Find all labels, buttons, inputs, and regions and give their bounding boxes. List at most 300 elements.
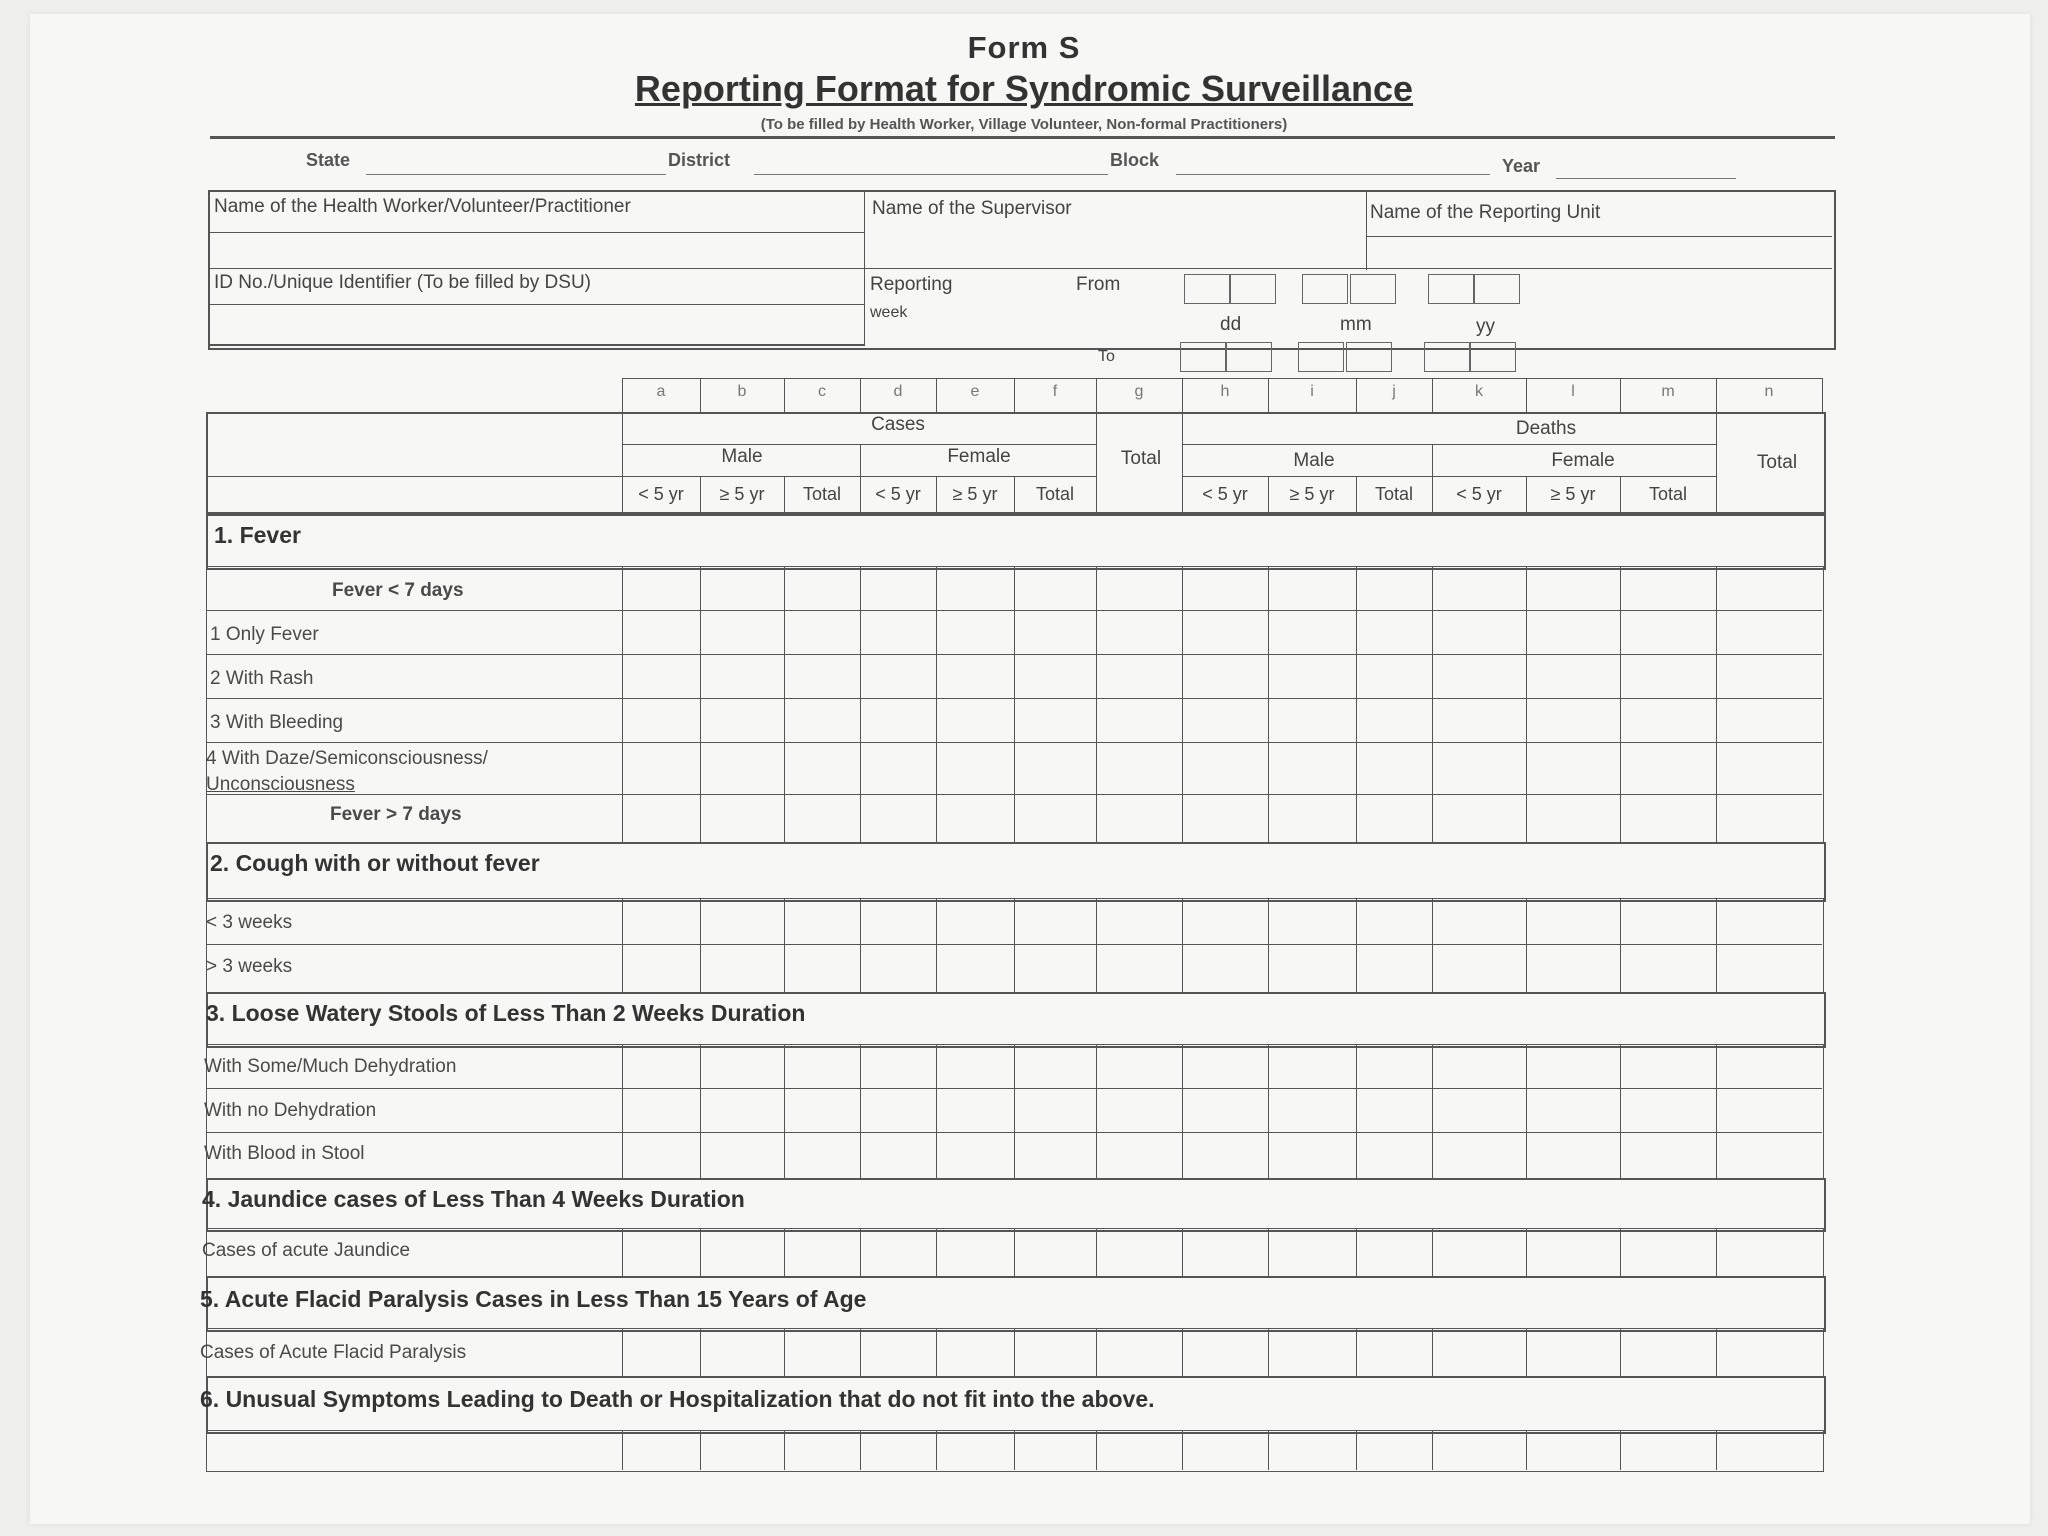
- entry-cell[interactable]: [1015, 655, 1095, 697]
- entry-cell[interactable]: [1269, 1229, 1355, 1275]
- entry-cell[interactable]: [701, 1045, 783, 1087]
- entry-cell[interactable]: [1015, 1229, 1095, 1275]
- entry-cell[interactable]: [785, 1089, 859, 1131]
- entry-cell[interactable]: [785, 1229, 859, 1275]
- reporting-label: Reporting: [870, 274, 953, 295]
- entry-cell[interactable]: [623, 899, 699, 943]
- entry-cell[interactable]: [1527, 1089, 1619, 1131]
- date-to-box[interactable]: [1226, 342, 1272, 372]
- section-jaundice: 4. Jaundice cases of Less Than 4 Weeks Duration: [202, 1186, 745, 1212]
- date-from-box[interactable]: [1350, 274, 1396, 304]
- entry-cell[interactable]: [1433, 1431, 1525, 1469]
- column-subheader: ≥ 5 yr: [952, 484, 998, 504]
- to-label: To: [1098, 348, 1115, 365]
- row-with-bleeding: 3 With Bleeding: [210, 712, 344, 733]
- row-acute-jaundice: Cases of acute Jaundice: [202, 1240, 411, 1261]
- entry-cell[interactable]: [1269, 1329, 1355, 1375]
- column-letter: f: [1052, 383, 1058, 400]
- date-from-box[interactable]: [1302, 274, 1348, 304]
- entry-cell[interactable]: [1621, 795, 1715, 841]
- entry-cell[interactable]: [1097, 1329, 1181, 1375]
- column-letter: k: [1475, 383, 1483, 400]
- entry-cell[interactable]: [623, 1045, 699, 1087]
- entry-cell[interactable]: [1717, 1045, 1821, 1087]
- entry-cell[interactable]: [1015, 1089, 1095, 1131]
- row-with-rash: 2 With Rash: [210, 668, 314, 689]
- entry-cell[interactable]: [1183, 567, 1267, 609]
- section-cough: 2. Cough with or without fever: [210, 850, 540, 876]
- entry-cell[interactable]: [861, 945, 935, 991]
- entry-cell[interactable]: [1357, 1045, 1431, 1087]
- row-cough-lt3: < 3 weeks: [206, 912, 293, 933]
- entry-cell[interactable]: [701, 945, 783, 991]
- column-subheader: ≥ 5 yr: [1550, 484, 1596, 504]
- from-label: From: [1076, 274, 1121, 295]
- entry-cell[interactable]: [1527, 795, 1619, 841]
- entry-cell[interactable]: [1527, 1431, 1619, 1469]
- deaths-header: Deaths: [1515, 418, 1577, 439]
- entry-cell[interactable]: [1015, 795, 1095, 841]
- row-with-daze-2: Unconsciousness: [206, 774, 355, 795]
- entry-cell[interactable]: [1097, 1089, 1181, 1131]
- entry-cell[interactable]: [1097, 945, 1181, 991]
- column-letter: d: [893, 383, 903, 400]
- entry-cell[interactable]: [861, 1045, 935, 1087]
- entry-cell[interactable]: [623, 1133, 699, 1177]
- entry-cell[interactable]: [785, 611, 859, 653]
- date-to-box[interactable]: [1346, 342, 1392, 372]
- entry-cell[interactable]: [1183, 899, 1267, 943]
- entry-cell[interactable]: [1357, 567, 1431, 609]
- entry-cell[interactable]: [1015, 1133, 1095, 1177]
- entry-cell[interactable]: [701, 1229, 783, 1275]
- entry-cell[interactable]: [937, 1089, 1013, 1131]
- entry-cell[interactable]: [1015, 1431, 1095, 1469]
- column-letter: h: [1220, 383, 1230, 400]
- entry-cell[interactable]: [861, 1431, 935, 1469]
- reporting-unit-label: Name of the Reporting Unit: [1370, 202, 1601, 223]
- entry-cell[interactable]: [1433, 1089, 1525, 1131]
- entry-cell[interactable]: [1357, 1229, 1431, 1275]
- entry-cell[interactable]: [1269, 1133, 1355, 1177]
- entry-cell[interactable]: [1183, 1133, 1267, 1177]
- entry-cell[interactable]: [701, 899, 783, 943]
- entry-cell[interactable]: [1621, 945, 1715, 991]
- entry-cell[interactable]: [1183, 699, 1267, 741]
- entry-cell[interactable]: [1269, 945, 1355, 991]
- entry-cell[interactable]: [1433, 611, 1525, 653]
- entry-cell[interactable]: [1717, 945, 1821, 991]
- entry-cell[interactable]: [1621, 1431, 1715, 1469]
- entry-cell[interactable]: [785, 1133, 859, 1177]
- entry-cell[interactable]: [1527, 611, 1619, 653]
- entry-cell[interactable]: [1717, 611, 1821, 653]
- entry-cell[interactable]: [1717, 1229, 1821, 1275]
- entry-cell[interactable]: [623, 795, 699, 841]
- entry-cell[interactable]: [861, 1089, 935, 1131]
- date-from-box[interactable]: [1184, 274, 1230, 304]
- entry-cell[interactable]: [1183, 795, 1267, 841]
- entry-cell[interactable]: [937, 1045, 1013, 1087]
- date-from-box[interactable]: [1428, 274, 1474, 304]
- entry-cell[interactable]: [1097, 567, 1181, 609]
- entry-cell[interactable]: [1357, 699, 1431, 741]
- entry-cell[interactable]: [1015, 1329, 1095, 1375]
- column-letter: a: [656, 383, 666, 400]
- date-from-box[interactable]: [1230, 274, 1276, 304]
- entry-cell[interactable]: [1097, 899, 1181, 943]
- entry-cell[interactable]: [1097, 1045, 1181, 1087]
- deaths-total-header: Total: [1756, 452, 1798, 473]
- entry-cell[interactable]: [1269, 1045, 1355, 1087]
- entry-cell[interactable]: [861, 655, 935, 697]
- entry-cell[interactable]: [1015, 743, 1095, 793]
- info-line-2: [1366, 236, 1832, 237]
- entry-cell[interactable]: [1183, 1045, 1267, 1087]
- section-row: [206, 512, 1826, 570]
- entry-cell[interactable]: [623, 743, 699, 793]
- entry-cell[interactable]: [1527, 1045, 1619, 1087]
- cases-total-header: Total: [1120, 448, 1162, 469]
- entry-cell[interactable]: [1433, 743, 1525, 793]
- entry-cell[interactable]: [937, 1329, 1013, 1375]
- entry-cell[interactable]: [937, 655, 1013, 697]
- entry-cell[interactable]: [1097, 743, 1181, 793]
- entry-cell[interactable]: [1015, 899, 1095, 943]
- entry-cell[interactable]: [1269, 1089, 1355, 1131]
- grid-line: [1182, 476, 1716, 477]
- column-letter: j: [1392, 383, 1396, 400]
- entry-cell[interactable]: [1357, 945, 1431, 991]
- entry-cell[interactable]: [623, 611, 699, 653]
- entry-cell[interactable]: [701, 611, 783, 653]
- state-field[interactable]: [366, 174, 666, 175]
- entry-cell[interactable]: [1717, 795, 1821, 841]
- entry-cell[interactable]: [861, 699, 935, 741]
- grid-line: [622, 444, 1096, 445]
- date-to-box[interactable]: [1424, 342, 1470, 372]
- entry-cell[interactable]: [1357, 655, 1431, 697]
- column-subheader: Total: [1035, 484, 1075, 504]
- entry-cell[interactable]: [1527, 1329, 1619, 1375]
- entry-cell[interactable]: [1433, 567, 1525, 609]
- entry-cell[interactable]: [1183, 1089, 1267, 1131]
- entry-cell[interactable]: [785, 1431, 859, 1469]
- entry-cell[interactable]: [1357, 1133, 1431, 1177]
- entry-cell[interactable]: [785, 567, 859, 609]
- entry-cell[interactable]: [1527, 1229, 1619, 1275]
- entry-cell[interactable]: [1717, 1133, 1821, 1177]
- entry-cell[interactable]: [1621, 699, 1715, 741]
- entry-cell[interactable]: [1433, 945, 1525, 991]
- entry-cell[interactable]: [1183, 1329, 1267, 1375]
- column-letter: g: [1134, 383, 1144, 400]
- entry-cell[interactable]: [1433, 899, 1525, 943]
- entry-cell[interactable]: [1717, 1329, 1821, 1375]
- info-line-4: [208, 304, 864, 305]
- form-note: (To be filled by Health Worker, Village Volunteer, Non-formal Practitioners): [760, 116, 1288, 133]
- entry-cell[interactable]: [937, 1229, 1013, 1275]
- column-subheader: < 5 yr: [875, 484, 921, 504]
- entry-cell[interactable]: [1621, 655, 1715, 697]
- entry-cell[interactable]: [1527, 743, 1619, 793]
- entry-cell[interactable]: [1183, 1229, 1267, 1275]
- entry-cell[interactable]: [785, 699, 859, 741]
- entry-cell[interactable]: [937, 945, 1013, 991]
- entry-cell[interactable]: [1527, 1133, 1619, 1177]
- entry-cell[interactable]: [1717, 743, 1821, 793]
- entry-cell[interactable]: [701, 1089, 783, 1131]
- grid-line: [1822, 378, 1823, 412]
- entry-cell[interactable]: [701, 655, 783, 697]
- date-from-box[interactable]: [1474, 274, 1520, 304]
- entry-cell[interactable]: [1097, 1133, 1181, 1177]
- entry-cell[interactable]: [701, 567, 783, 609]
- entry-cell[interactable]: [1621, 743, 1715, 793]
- column-subheader: < 5 yr: [1456, 484, 1502, 504]
- row-afp-cases: Cases of Acute Flacid Paralysis: [200, 1342, 467, 1363]
- dd-label: dd: [1220, 314, 1242, 335]
- row-dehydration: With Some/Much Dehydration: [204, 1056, 457, 1077]
- entry-cell[interactable]: [1269, 699, 1355, 741]
- info-line-5: [208, 344, 864, 346]
- date-to-box[interactable]: [1180, 342, 1226, 372]
- entry-cell[interactable]: [937, 699, 1013, 741]
- entry-cell[interactable]: [1621, 1329, 1715, 1375]
- year-field[interactable]: [1556, 178, 1736, 179]
- entry-cell[interactable]: [1097, 795, 1181, 841]
- entry-cell[interactable]: [1621, 1045, 1715, 1087]
- entry-cell[interactable]: [861, 1133, 935, 1177]
- entry-cell[interactable]: [937, 611, 1013, 653]
- entry-cell[interactable]: [1015, 945, 1095, 991]
- info-line-3: [208, 268, 1832, 269]
- entry-cell[interactable]: [1433, 655, 1525, 697]
- entry-cell[interactable]: [937, 795, 1013, 841]
- entry-cell[interactable]: [1527, 567, 1619, 609]
- id-label: ID No./Unique Identifier (To be filled by DSU): [214, 272, 591, 293]
- entry-cell[interactable]: [1015, 699, 1095, 741]
- entry-cell[interactable]: [1527, 945, 1619, 991]
- cases-female-header: Female: [947, 446, 1011, 467]
- row-only-fever: 1 Only Fever: [210, 624, 319, 645]
- entry-cell[interactable]: [1015, 611, 1095, 653]
- grid-line: [206, 476, 1096, 477]
- entry-cell[interactable]: [623, 1089, 699, 1131]
- entry-cell[interactable]: [937, 1133, 1013, 1177]
- year-label: Year: [1502, 156, 1541, 176]
- column-letter: i: [1310, 383, 1314, 400]
- entry-cell[interactable]: [861, 1329, 935, 1375]
- entry-cell[interactable]: [1015, 1045, 1095, 1087]
- entry-cell[interactable]: [1183, 743, 1267, 793]
- entry-cell[interactable]: [701, 743, 783, 793]
- state-label: State: [306, 150, 351, 170]
- entry-cell[interactable]: [937, 743, 1013, 793]
- column-letter: e: [970, 383, 980, 400]
- entry-cell[interactable]: [937, 1431, 1013, 1469]
- entry-cell[interactable]: [1097, 655, 1181, 697]
- entry-cell[interactable]: [1527, 899, 1619, 943]
- grid-line: [622, 378, 1822, 379]
- entry-cell[interactable]: [1621, 611, 1715, 653]
- entry-cell[interactable]: [785, 1329, 859, 1375]
- column-letter: n: [1764, 383, 1774, 400]
- row-fever-gt7: Fever > 7 days: [330, 804, 462, 825]
- entry-cell[interactable]: [1269, 611, 1355, 653]
- entry-cell[interactable]: [1269, 1431, 1355, 1469]
- row-cough-gt3: > 3 weeks: [206, 956, 293, 977]
- entry-cell[interactable]: [1621, 1133, 1715, 1177]
- entry-cell[interactable]: [1097, 611, 1181, 653]
- entry-cell[interactable]: [1269, 795, 1355, 841]
- entry-cell[interactable]: [1269, 655, 1355, 697]
- entry-cell[interactable]: [1433, 795, 1525, 841]
- entry-cell[interactable]: [1269, 567, 1355, 609]
- entry-cell[interactable]: [1097, 1431, 1181, 1469]
- entry-cell[interactable]: [1621, 899, 1715, 943]
- entry-cell[interactable]: [1357, 1431, 1431, 1469]
- entry-cell[interactable]: [1357, 1329, 1431, 1375]
- column-letter: l: [1571, 383, 1575, 400]
- id-field[interactable]: [210, 306, 862, 342]
- entry-cell[interactable]: [701, 699, 783, 741]
- entry-cell[interactable]: [861, 899, 935, 943]
- entry-cell[interactable]: [1621, 567, 1715, 609]
- entry-cell[interactable]: [623, 1329, 699, 1375]
- column-subheader: < 5 yr: [638, 484, 684, 504]
- entry-cell[interactable]: [1433, 1229, 1525, 1275]
- block-label: Block: [1110, 150, 1160, 170]
- section-stools: 3. Loose Watery Stools of Less Than 2 Weeks Duration: [206, 1000, 806, 1026]
- cases-header: Cases: [871, 414, 925, 435]
- entry-cell[interactable]: [1527, 655, 1619, 697]
- week-label: week: [870, 304, 908, 321]
- entry-cell[interactable]: [861, 567, 935, 609]
- entry-cell[interactable]: [1357, 1089, 1431, 1131]
- row-no-dehydration: With no Dehydration: [204, 1100, 377, 1121]
- worker-name-field[interactable]: [210, 234, 862, 266]
- entry-cell[interactable]: [1717, 655, 1821, 697]
- mm-label: mm: [1340, 314, 1372, 335]
- yy-label: yy: [1476, 316, 1495, 337]
- entry-cell[interactable]: [785, 1045, 859, 1087]
- entry-cell[interactable]: [785, 655, 859, 697]
- entry-cell[interactable]: [623, 1229, 699, 1275]
- entry-cell[interactable]: [1433, 1045, 1525, 1087]
- entry-cell[interactable]: [1183, 655, 1267, 697]
- worker-name-label: Name of the Health Worker/Volunteer/Practitioner: [214, 196, 631, 217]
- entry-cell[interactable]: [623, 1431, 699, 1469]
- entry-cell[interactable]: [701, 1329, 783, 1375]
- entry-cell[interactable]: [785, 945, 859, 991]
- date-to-box[interactable]: [1298, 342, 1344, 372]
- date-to-box[interactable]: [1470, 342, 1516, 372]
- header-rule: [210, 136, 1835, 139]
- entry-cell[interactable]: [1183, 611, 1267, 653]
- entry-cell[interactable]: [1015, 567, 1095, 609]
- info-divider-2: [1366, 190, 1367, 270]
- info-line-1: [208, 232, 864, 233]
- deaths-female-header: Female: [1551, 450, 1615, 471]
- row-fever-lt7: Fever < 7 days: [332, 580, 464, 601]
- grid-line: [1182, 444, 1716, 445]
- entry-cell[interactable]: [623, 945, 699, 991]
- entry-cell[interactable]: [1717, 1431, 1821, 1469]
- entry-cell[interactable]: [701, 1431, 783, 1469]
- entry-cell[interactable]: [1433, 1329, 1525, 1375]
- entry-cell[interactable]: [1717, 899, 1821, 943]
- entry-cell[interactable]: [785, 795, 859, 841]
- entry-cell[interactable]: [1269, 743, 1355, 793]
- column-subheader: ≥ 5 yr: [719, 484, 765, 504]
- row-blood-stool: With Blood in Stool: [204, 1143, 365, 1164]
- entry-cell[interactable]: [1717, 567, 1821, 609]
- entry-cell[interactable]: [1097, 1229, 1181, 1275]
- entry-cell[interactable]: [937, 567, 1013, 609]
- section-unusual: 6. Unusual Symptoms Leading to Death or Hospitalization that do not fit into the above.: [200, 1386, 1155, 1412]
- entry-cell[interactable]: [1357, 795, 1431, 841]
- form-subtitle: Reporting Format for Syndromic Surveillance: [634, 68, 1414, 109]
- entry-cell[interactable]: [1433, 1133, 1525, 1177]
- column-letter: m: [1661, 383, 1675, 400]
- section-afp: 5. Acute Flacid Paralysis Cases in Less Than 15 Years of Age: [200, 1286, 867, 1312]
- column-subheader: Total: [1374, 484, 1414, 504]
- entry-cell[interactable]: [623, 567, 699, 609]
- entry-cell[interactable]: [861, 795, 935, 841]
- entry-cell[interactable]: [1527, 699, 1619, 741]
- entry-cell[interactable]: [785, 743, 859, 793]
- entry-cell[interactable]: [1183, 1431, 1267, 1469]
- entry-cell[interactable]: [701, 1133, 783, 1177]
- entry-cell[interactable]: [701, 795, 783, 841]
- entry-cell[interactable]: [1717, 699, 1821, 741]
- supervisor-label: Name of the Supervisor: [872, 198, 1072, 219]
- entry-cell[interactable]: [861, 743, 935, 793]
- entry-cell[interactable]: [861, 1229, 935, 1275]
- column-subheader: Total: [802, 484, 842, 504]
- entry-cell[interactable]: [1717, 1089, 1821, 1131]
- block-field[interactable]: [1176, 174, 1490, 175]
- entry-cell[interactable]: [1621, 1089, 1715, 1131]
- column-letter: b: [737, 383, 747, 400]
- column-letter: c: [818, 383, 826, 400]
- district-field[interactable]: [754, 174, 1108, 175]
- entry-cell[interactable]: [1357, 743, 1431, 793]
- column-subheader: ≥ 5 yr: [1289, 484, 1335, 504]
- entry-cell[interactable]: [861, 611, 935, 653]
- entry-cell[interactable]: [937, 899, 1013, 943]
- entry-cell[interactable]: [1433, 699, 1525, 741]
- entry-cell[interactable]: [623, 699, 699, 741]
- row-with-daze: 4 With Daze/Semiconsciousness/: [206, 748, 488, 769]
- district-label: District: [668, 150, 731, 170]
- entry-cell[interactable]: [1357, 899, 1431, 943]
- section-fever: 1. Fever: [214, 522, 301, 548]
- column-subheader: Total: [1648, 484, 1688, 504]
- entry-cell[interactable]: [1097, 699, 1181, 741]
- column-subheader: < 5 yr: [1202, 484, 1248, 504]
- deaths-male-header: Male: [1293, 450, 1335, 471]
- entry-cell[interactable]: [1357, 611, 1431, 653]
- cases-male-header: Male: [721, 446, 763, 467]
- entry-cell[interactable]: [623, 655, 699, 697]
- entry-cell[interactable]: [1621, 1229, 1715, 1275]
- entry-cell[interactable]: [1269, 899, 1355, 943]
- entry-cell[interactable]: [1183, 945, 1267, 991]
- entry-cell[interactable]: [785, 899, 859, 943]
- form-title: Form S: [967, 30, 1081, 65]
